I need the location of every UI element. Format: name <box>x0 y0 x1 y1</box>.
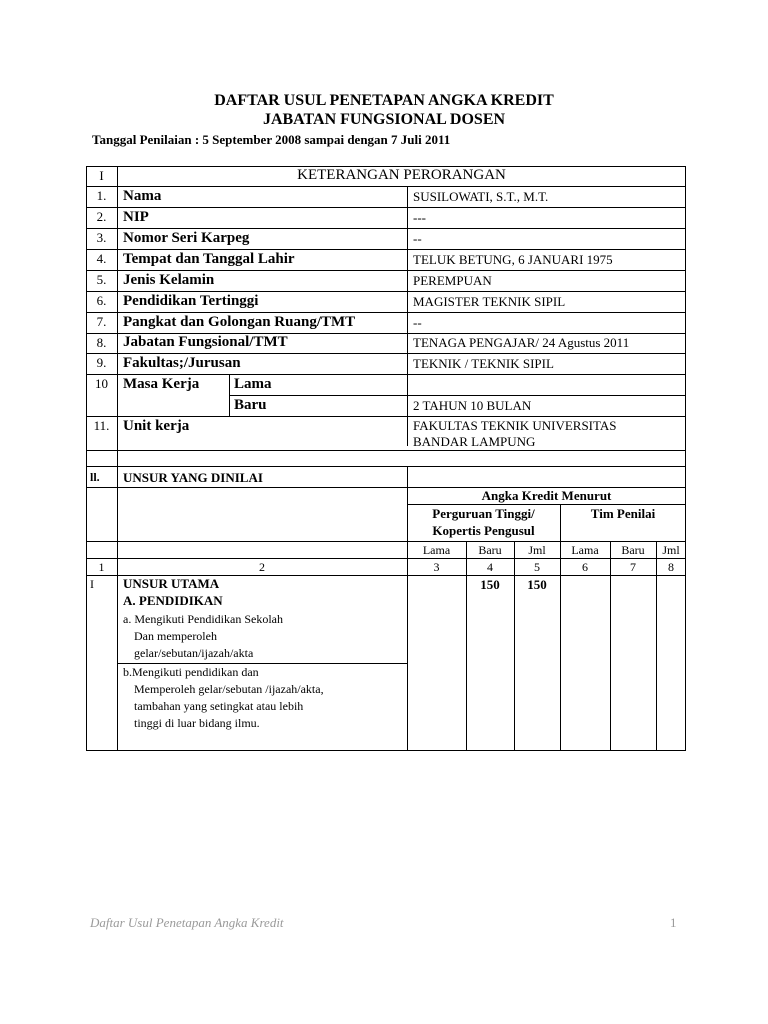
column-number: 1 <box>98 560 105 574</box>
item-b-line2: Memperoleh gelar/sebutan /ijazah/akta, <box>134 682 324 696</box>
field-value-unit-line1: FAKULTAS TEKNIK UNIVERSITAS <box>413 418 617 433</box>
subheader-jml: Jml <box>528 543 546 557</box>
row-number: 4. <box>96 251 107 266</box>
field-label-nama: Nama <box>123 188 162 204</box>
field-value-ttl: TELUK BETUNG, 6 JANUARI 1975 <box>413 252 613 267</box>
field-value-gender: PEREMPUAN <box>413 273 492 288</box>
subheader-lama: Lama <box>422 543 451 557</box>
tim-penilai-header: Tim Penilai <box>590 506 656 521</box>
credit-jml-value: 150 <box>527 577 547 592</box>
column-number: 8 <box>668 560 674 574</box>
subheader-baru: Baru <box>621 543 645 557</box>
field-label-faculty: Fakultas;/Jurusan <box>123 355 241 371</box>
row-number: 1. <box>96 188 107 203</box>
field-value-nip: --- <box>413 210 426 225</box>
field-value-faculty: TEKNIK / TEKNIK SIPIL <box>413 356 554 371</box>
field-label-education: Pendidikan Tertinggi <box>123 293 259 309</box>
item-b-line1: b.Mengikuti pendidikan dan <box>123 665 259 679</box>
column-number: 3 <box>433 560 440 574</box>
row-number: 3. <box>96 230 107 245</box>
field-value-karpeg: -- <box>413 231 422 246</box>
subheader-lama: Lama <box>571 543 599 557</box>
section-number: ll. <box>90 470 100 484</box>
column-number: 7 <box>630 560 636 574</box>
field-label-nip: NIP <box>123 209 149 225</box>
field-label-masa-kerja: Masa Kerja <box>123 376 200 392</box>
perguruan-tinggi-header-line1: Perguruan Tinggi/ <box>432 506 535 521</box>
column-number: 2 <box>259 560 265 574</box>
unsur-utama-title: UNSUR UTAMA <box>123 576 220 591</box>
section-number: I <box>99 168 104 183</box>
row-number: 7. <box>96 314 107 329</box>
field-value-unit-line2: BANDAR LAMPUNG <box>413 434 536 449</box>
item-b-line3: tambahan yang setingkat atau lebih <box>134 699 304 713</box>
field-value-baru: 2 TAHUN 10 BULAN <box>413 398 532 413</box>
field-label-lama: Lama <box>234 376 272 392</box>
item-a-line3: gelar/sebutan/ijazah/akta <box>134 646 254 660</box>
column-number: 6 <box>582 560 588 574</box>
item-b-line4: tinggi di luar bidang ilmu. <box>134 716 260 730</box>
perguruan-tinggi-header-line2: Kopertis Pengusul <box>432 523 535 538</box>
field-label-position: Jabatan Fungsional/TMT <box>123 334 288 350</box>
field-label-karpeg: Nomor Seri Karpeg <box>123 230 250 246</box>
row-number: 8. <box>96 335 107 350</box>
field-value-education: MAGISTER TEKNIK SIPIL <box>413 294 566 309</box>
row-number: 5. <box>96 272 107 287</box>
row-number: 6. <box>96 293 107 308</box>
column-number: 4 <box>487 560 493 574</box>
item-a-line1: a. Mengikuti Pendidikan Sekolah <box>123 612 283 626</box>
subheader-baru: Baru <box>478 543 502 557</box>
field-value-nama: SUSILOWATI, S.T., M.T. <box>413 189 549 204</box>
field-label-baru: Baru <box>234 397 267 413</box>
row-number: 9. <box>96 355 107 370</box>
footer-title: Daftar Usul Penetapan Angka Kredit <box>90 915 284 930</box>
document-subtitle: JABATAN FUNGSIONAL DOSEN <box>262 111 506 128</box>
field-label-ttl: Tempat dan Tanggal Lahir <box>123 251 295 267</box>
column-number: 5 <box>534 560 540 574</box>
field-value-rank: -- <box>413 315 422 330</box>
row-number: 11. <box>93 418 110 433</box>
assessment-period: Tanggal Penilaian : 5 September 2008 sampai dengan 7 Juli 2011 <box>92 132 451 147</box>
item-a-line2: Dan memperoleh <box>134 629 217 643</box>
field-label-gender: Jenis Kelamin <box>123 272 215 288</box>
row-number: 10 <box>95 376 108 391</box>
pendidikan-subtitle: A. PENDIDIKAN <box>123 593 223 608</box>
page-number: 1 <box>670 915 677 930</box>
document-title: DAFTAR USUL PENETAPAN ANGKA KREDIT <box>214 92 554 109</box>
row-number: 2. <box>96 209 107 224</box>
subheader-jml: Jml <box>662 543 680 557</box>
unsur-number: I <box>90 577 94 591</box>
credit-form-table <box>86 166 686 751</box>
credit-baru-value: 150 <box>480 577 500 592</box>
field-value-position: TENAGA PENGAJAR/ 24 Agustus 2011 <box>413 335 630 350</box>
section-title: UNSUR YANG DINILAI <box>123 470 263 485</box>
section-title: KETERANGAN PERORANGAN <box>297 167 506 183</box>
field-label-unit: Unit kerja <box>123 418 190 434</box>
field-label-rank: Pangkat dan Golongan Ruang/TMT <box>123 314 356 330</box>
angka-kredit-header: Angka Kredit Menurut <box>481 488 612 503</box>
